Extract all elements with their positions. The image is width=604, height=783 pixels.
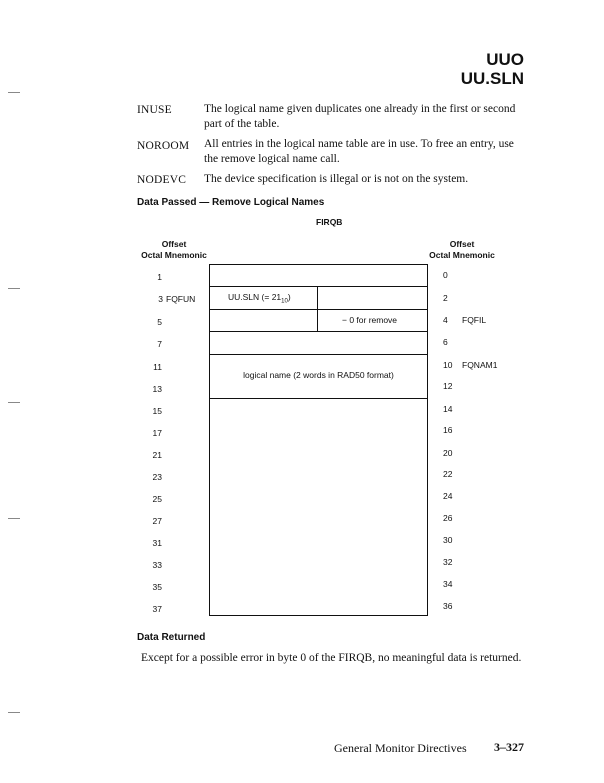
row-divider xyxy=(209,398,428,399)
left-offset-octal: 13 xyxy=(152,384,162,394)
error-code: NODEVC xyxy=(137,174,187,186)
left-header-offset: Offset xyxy=(161,239,187,249)
left-offset-octal: 37 xyxy=(152,604,162,614)
margin-mark xyxy=(8,288,20,289)
right-offset-octal: 36 xyxy=(443,601,453,611)
error-code: NOROOM xyxy=(137,140,190,152)
row-divider xyxy=(209,331,428,332)
left-offset-octal: 27 xyxy=(152,516,162,526)
error-code: INUSE xyxy=(137,104,172,116)
right-offset-octal: 30 xyxy=(443,535,453,545)
right-offset-octal: 2 xyxy=(443,293,448,303)
right-offset-octal: 4 xyxy=(443,315,448,325)
right-header-octal-mnemonic: Octal Mnemonic xyxy=(429,250,495,260)
footer-section-title: General Monitor Directives xyxy=(334,741,467,755)
block-name: FIRQB xyxy=(316,217,343,227)
header-directive: UUO xyxy=(486,50,524,69)
left-offset-octal: 17 xyxy=(152,428,162,438)
footer-page-number: 3–327 xyxy=(494,740,524,754)
error-description: The device specification is illegal or is not on the system. xyxy=(204,173,469,185)
byte-divider xyxy=(317,286,318,331)
right-offset-mnemonic: FQNAM1 xyxy=(462,360,498,370)
left-header-octal-mnemonic: Octal Mnemonic xyxy=(141,250,207,260)
margin-mark xyxy=(8,92,20,93)
left-offset-octal: 1 xyxy=(157,272,162,282)
left-offset-octal: 33 xyxy=(152,560,162,570)
left-offset-octal: 3 xyxy=(158,294,163,304)
left-offset-mnemonic: FQFUN xyxy=(166,294,196,304)
margin-mark xyxy=(8,712,20,713)
left-offset-octal: 7 xyxy=(157,339,162,349)
left-offset-octal: 25 xyxy=(152,494,162,504)
left-offset-octal: 11 xyxy=(153,362,162,372)
left-offset-octal: 35 xyxy=(152,582,162,592)
error-description: The logical name given duplicates one already in the first or second part of the table. xyxy=(204,103,516,130)
right-offset-octal: 12 xyxy=(443,381,453,391)
fqnam1-cell-value: logical name (2 words in RAD50 format) xyxy=(243,370,394,380)
left-offset-octal: 5 xyxy=(157,317,162,327)
row-divider xyxy=(209,309,428,310)
right-header-offset: Offset xyxy=(449,239,475,249)
left-offset-octal: 21 xyxy=(152,450,162,460)
right-offset-octal: 16 xyxy=(443,425,453,435)
right-column-header xyxy=(424,239,500,261)
fqfun-cell-value: UU.SLN (= $21_{10}$) xyxy=(228,292,291,305)
data-returned-title: Data Returned xyxy=(137,632,206,643)
right-offset-octal: 0 xyxy=(443,270,448,280)
right-offset-octal: 24 xyxy=(443,491,453,501)
right-offset-octal: 6 xyxy=(443,337,448,347)
right-offset-mnemonic: FQFIL xyxy=(462,315,487,325)
fqfil-cell-value: − 0 for remove xyxy=(342,315,398,325)
data-returned-text: Except for a possible error in byte 0 of the FIRQB, no meaningful data is returned. xyxy=(141,652,522,664)
left-offset-octal: 31 xyxy=(152,538,162,548)
right-offset-octal: 32 xyxy=(443,557,453,567)
right-offset-octal: 20 xyxy=(443,448,453,458)
margin-mark xyxy=(8,402,20,403)
data-passed-title: Data Passed — Remove Logical Names xyxy=(137,197,325,208)
row-divider xyxy=(209,354,428,355)
right-offset-octal: 10 xyxy=(443,360,453,370)
left-offset-octal: 15 xyxy=(152,406,162,416)
left-offset-octal: 23 xyxy=(152,472,162,482)
right-offset-octal: 34 xyxy=(443,579,453,589)
header-subfunction: UU.SLN xyxy=(460,69,524,88)
right-offset-octal: 14 xyxy=(443,404,453,414)
right-offset-octal: 22 xyxy=(443,469,453,479)
row-divider xyxy=(209,286,428,287)
margin-mark xyxy=(8,518,20,519)
left-column-header xyxy=(136,239,212,261)
right-offset-octal: 26 xyxy=(443,513,453,523)
error-description: All entries in the logical name table are in use. To free an entry, use the remove logical name call. xyxy=(204,138,514,165)
